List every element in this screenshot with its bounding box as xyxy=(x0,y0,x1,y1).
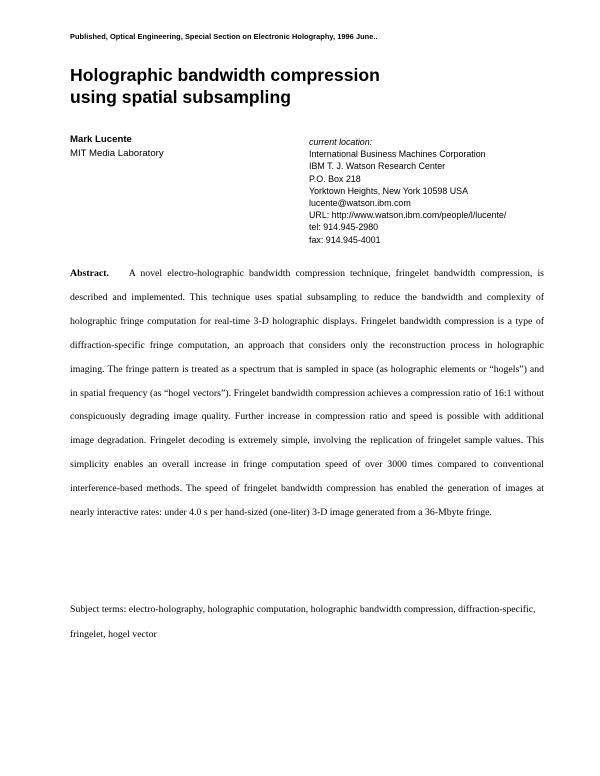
abstract-label: Abstract. xyxy=(70,268,109,279)
tel-line: tel: 914.945-2980 xyxy=(309,222,379,233)
location-line: P.O. Box 218 xyxy=(309,173,361,184)
title-line-1: Holographic bandwidth compression xyxy=(70,65,380,85)
location-line: Yorktown Heights, New York 10598 USA xyxy=(309,185,469,196)
abstract-text: A novel electro-holographic bandwidth compression technique, fringelet bandwidth compression, is described and implemented. This technique uses spatial subsampling to reduce the bandwidth and complexity of holographic fringe computation for real-time 3-D holographic displays. Fringelet bandwidth compression is a type of diffraction-specific fringe computation, an approach that considers only the reconstruction process in holographic imaging. The fringe pattern is treated as a spectrum that is sampled in space (as holographic elements or “hogels”) and in spatial frequency (as “hogel vectors”). Fringelet bandwidth compression achieves a compression ratio of 16:1 without conspicuously degrading image quality. Further increase in compression ratio and speed is possible with additional image degradation. Fringelet decoding is extremely simple, involving the replication of fringelet sample values. This simplicity enables an overall increase in fringe computation speed of over 3000 times compared to conventional interference-based methods. The speed of fringelet bandwidth compression has enabled the generation of images at nearly interactive rates: under 4.0 s per hand-sized (one-liter) 3-D image generated from a 36-Mbyte fringe. xyxy=(70,268,544,519)
current-location-block xyxy=(309,136,506,246)
author-block xyxy=(70,133,164,160)
author-affiliation: MIT Media Laboratory xyxy=(70,147,164,159)
publication-note: Published, Optical Engineering, Special Section on Electronic Holography, 1996 June.. xyxy=(70,32,378,41)
title-line-2: using spatial subsampling xyxy=(70,87,291,107)
author-name: Mark Lucente xyxy=(70,134,132,145)
url-line: URL: http://www.watson.ibm.com/people/l/lucente/ xyxy=(309,210,507,221)
current-location-heading: current location: xyxy=(309,137,373,147)
email-line: lucente@watson.ibm.com xyxy=(309,198,411,209)
paper-title xyxy=(70,64,490,108)
location-line: International Business Machines Corporation xyxy=(309,149,486,160)
abstract xyxy=(70,262,544,525)
fax-line: fax: 914.945-4001 xyxy=(309,234,381,245)
subject-terms: Subject terms: electro-holography, holographic computation, holographic bandwidth compression, diffraction-specific, fringelet, hogel vector xyxy=(70,604,536,640)
location-line: IBM T. J. Watson Research Center xyxy=(309,161,446,172)
